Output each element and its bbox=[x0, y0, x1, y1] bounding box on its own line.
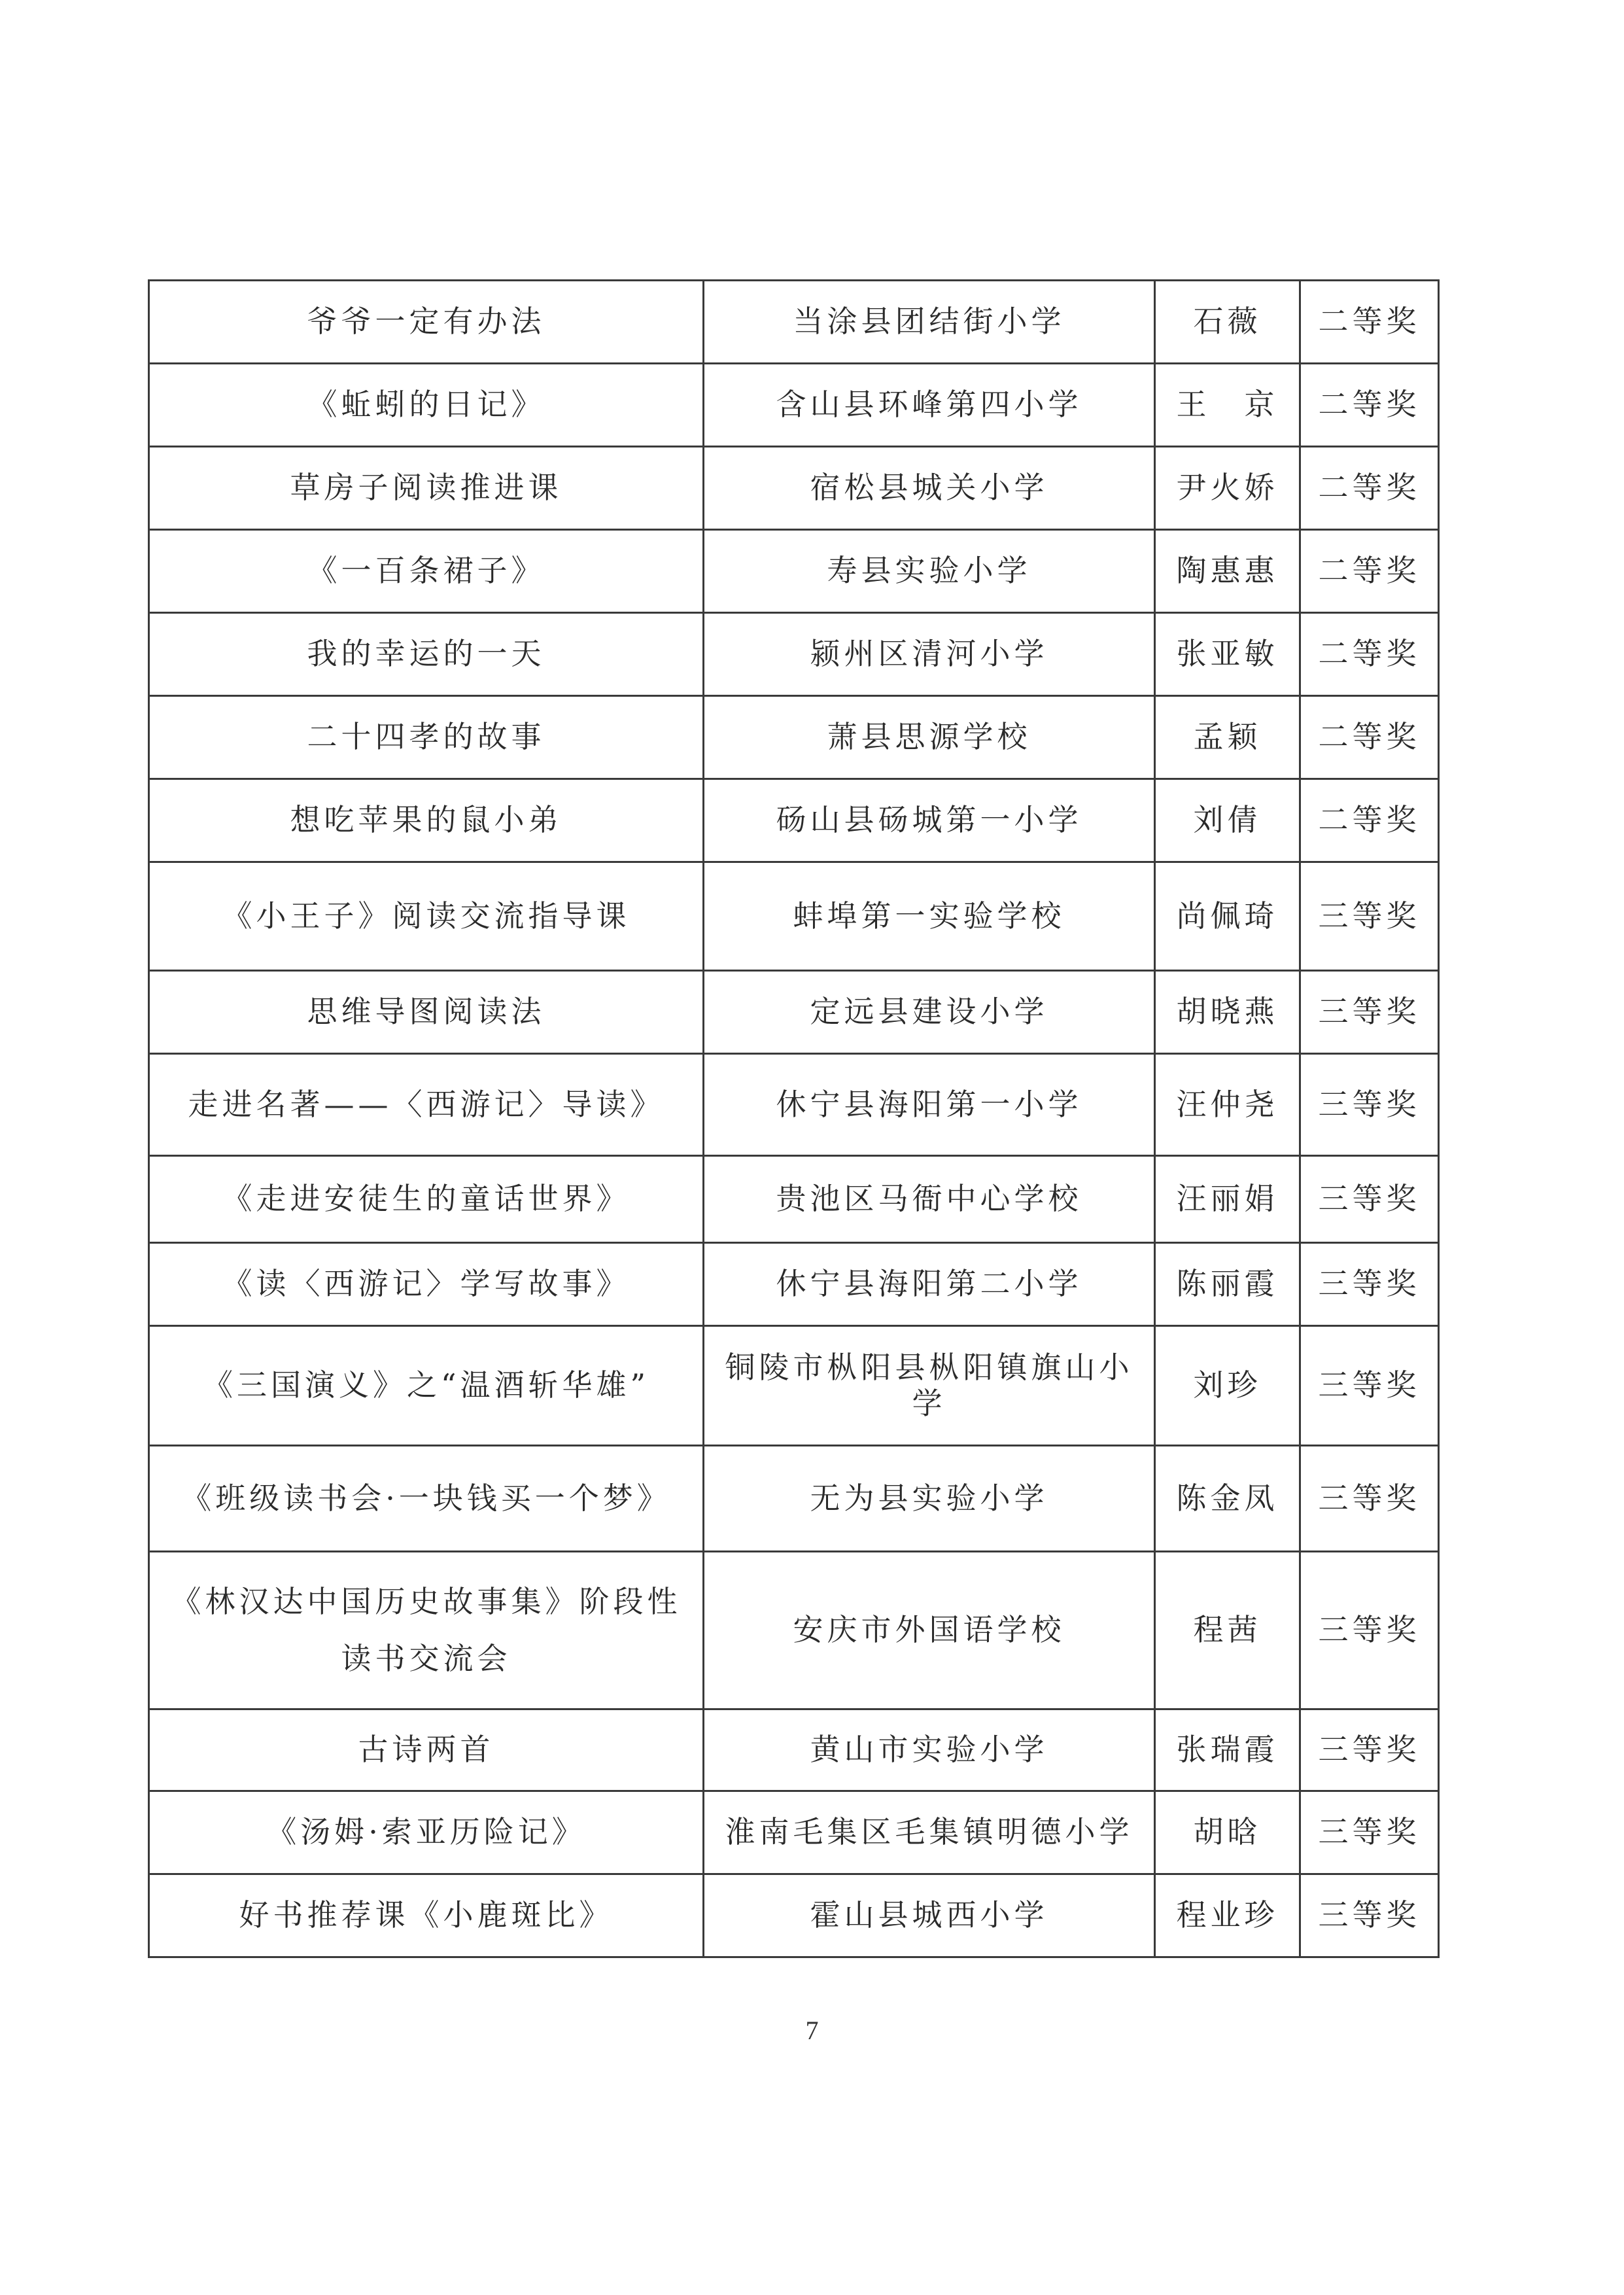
teacher-cell: 尹火娇 bbox=[1155, 447, 1300, 530]
teacher-cell: 陶惠惠 bbox=[1155, 530, 1300, 613]
lesson-title-cell: 好书推荐课《小鹿斑比》 bbox=[149, 1874, 704, 1957]
lesson-title-cell: 想吃苹果的鼠小弟 bbox=[149, 779, 704, 862]
table-row bbox=[149, 530, 1439, 613]
award-cell: 二等奖 bbox=[1300, 530, 1439, 613]
lesson-title-cell: 《林汉达中国历史故事集》阶段性读书交流会 bbox=[149, 1552, 704, 1709]
teacher-cell: 陈丽霞 bbox=[1155, 1243, 1300, 1326]
teacher-cell: 刘珍 bbox=[1155, 1326, 1300, 1446]
school-cell: 无为县实验小学 bbox=[704, 1446, 1155, 1552]
teacher-cell: 汪丽娟 bbox=[1155, 1156, 1300, 1243]
school-cell: 萧县思源学校 bbox=[704, 696, 1155, 779]
teacher-cell: 胡晗 bbox=[1155, 1791, 1300, 1874]
school-cell: 贵池区马衙中心学校 bbox=[704, 1156, 1155, 1243]
award-cell: 二等奖 bbox=[1300, 779, 1439, 862]
table-row bbox=[149, 613, 1439, 696]
lesson-title-cell: 《蚯蚓的日记》 bbox=[149, 364, 704, 447]
teacher-cell: 王 京 bbox=[1155, 364, 1300, 447]
school-cell: 含山县环峰第四小学 bbox=[704, 364, 1155, 447]
table-row bbox=[149, 1054, 1439, 1156]
lesson-title-cell: 思维导图阅读法 bbox=[149, 971, 704, 1054]
school-cell: 寿县实验小学 bbox=[704, 530, 1155, 613]
school-cell: 当涂县团结街小学 bbox=[704, 281, 1155, 364]
teacher-cell: 程茜 bbox=[1155, 1552, 1300, 1709]
award-cell: 三等奖 bbox=[1300, 1552, 1439, 1709]
award-cell: 三等奖 bbox=[1300, 862, 1439, 971]
teacher-cell: 石薇 bbox=[1155, 281, 1300, 364]
lesson-title-cell: 《小王子》阅读交流指导课 bbox=[149, 862, 704, 971]
school-cell: 定远县建设小学 bbox=[704, 971, 1155, 1054]
teacher-cell: 陈金凤 bbox=[1155, 1446, 1300, 1552]
teacher-cell: 尚佩琦 bbox=[1155, 862, 1300, 971]
award-cell: 二等奖 bbox=[1300, 281, 1439, 364]
lesson-title-cell: 二十四孝的故事 bbox=[149, 696, 704, 779]
award-cell: 三等奖 bbox=[1300, 1709, 1439, 1791]
school-cell: 安庆市外国语学校 bbox=[704, 1552, 1155, 1709]
lesson-title-cell: 《汤姆·索亚历险记》 bbox=[149, 1791, 704, 1874]
table-row bbox=[149, 1446, 1439, 1552]
school-cell: 淮南毛集区毛集镇明德小学 bbox=[704, 1791, 1155, 1874]
school-cell: 蚌埠第一实验学校 bbox=[704, 862, 1155, 971]
school-cell: 霍山县城西小学 bbox=[704, 1874, 1155, 1957]
table-row bbox=[149, 1709, 1439, 1791]
lesson-title-cell: 《一百条裙子》 bbox=[149, 530, 704, 613]
table-row bbox=[149, 1156, 1439, 1243]
lesson-title-cell: 我的幸运的一天 bbox=[149, 613, 704, 696]
award-cell: 二等奖 bbox=[1300, 613, 1439, 696]
table-row bbox=[149, 1326, 1439, 1446]
school-cell: 休宁县海阳第一小学 bbox=[704, 1054, 1155, 1156]
table-row bbox=[149, 364, 1439, 447]
table-row bbox=[149, 1791, 1439, 1874]
award-cell: 二等奖 bbox=[1300, 364, 1439, 447]
school-cell: 黄山市实验小学 bbox=[704, 1709, 1155, 1791]
award-cell: 三等奖 bbox=[1300, 1243, 1439, 1326]
teacher-cell: 孟颖 bbox=[1155, 696, 1300, 779]
award-cell: 二等奖 bbox=[1300, 696, 1439, 779]
teacher-cell: 胡晓燕 bbox=[1155, 971, 1300, 1054]
lesson-title-cell: 草房子阅读推进课 bbox=[149, 447, 704, 530]
award-cell: 三等奖 bbox=[1300, 971, 1439, 1054]
school-cell: 休宁县海阳第二小学 bbox=[704, 1243, 1155, 1326]
table-row bbox=[149, 1874, 1439, 1957]
lesson-title-cell: 《班级读书会·一块钱买一个梦》 bbox=[149, 1446, 704, 1552]
table-row bbox=[149, 1243, 1439, 1326]
table-row bbox=[149, 447, 1439, 530]
table-row bbox=[149, 862, 1439, 971]
lesson-title-cell: 《三国演义》之“温酒斩华雄” bbox=[149, 1326, 704, 1446]
teacher-cell: 张瑞霞 bbox=[1155, 1709, 1300, 1791]
award-table bbox=[148, 279, 1440, 1958]
table-row bbox=[149, 1552, 1439, 1709]
award-cell: 三等奖 bbox=[1300, 1791, 1439, 1874]
award-cell: 三等奖 bbox=[1300, 1874, 1439, 1957]
award-cell: 三等奖 bbox=[1300, 1446, 1439, 1552]
lesson-title-cell: 《读〈西游记〉学写故事》 bbox=[149, 1243, 704, 1326]
teacher-cell: 汪仲尧 bbox=[1155, 1054, 1300, 1156]
table-row bbox=[149, 779, 1439, 862]
lesson-title-cell: 《走进安徒生的童话世界》 bbox=[149, 1156, 704, 1243]
teacher-cell: 程业珍 bbox=[1155, 1874, 1300, 1957]
lesson-title-cell: 走进名著——〈西游记〉导读》 bbox=[149, 1054, 704, 1156]
award-cell: 三等奖 bbox=[1300, 1156, 1439, 1243]
lesson-title-cell: 古诗两首 bbox=[149, 1709, 704, 1791]
table-row bbox=[149, 281, 1439, 364]
school-cell: 铜陵市枞阳县枞阳镇旗山小学 bbox=[704, 1326, 1155, 1446]
teacher-cell: 刘倩 bbox=[1155, 779, 1300, 862]
table-row bbox=[149, 696, 1439, 779]
award-table-body bbox=[149, 281, 1439, 1957]
award-cell: 三等奖 bbox=[1300, 1326, 1439, 1446]
teacher-cell: 张亚敏 bbox=[1155, 613, 1300, 696]
page-number: 7 bbox=[805, 2016, 819, 2045]
school-cell: 颍州区清河小学 bbox=[704, 613, 1155, 696]
school-cell: 砀山县砀城第一小学 bbox=[704, 779, 1155, 862]
school-cell: 宿松县城关小学 bbox=[704, 447, 1155, 530]
table-row bbox=[149, 971, 1439, 1054]
lesson-title-cell: 爷爷一定有办法 bbox=[149, 281, 704, 364]
award-cell: 三等奖 bbox=[1300, 1054, 1439, 1156]
award-cell: 二等奖 bbox=[1300, 447, 1439, 530]
